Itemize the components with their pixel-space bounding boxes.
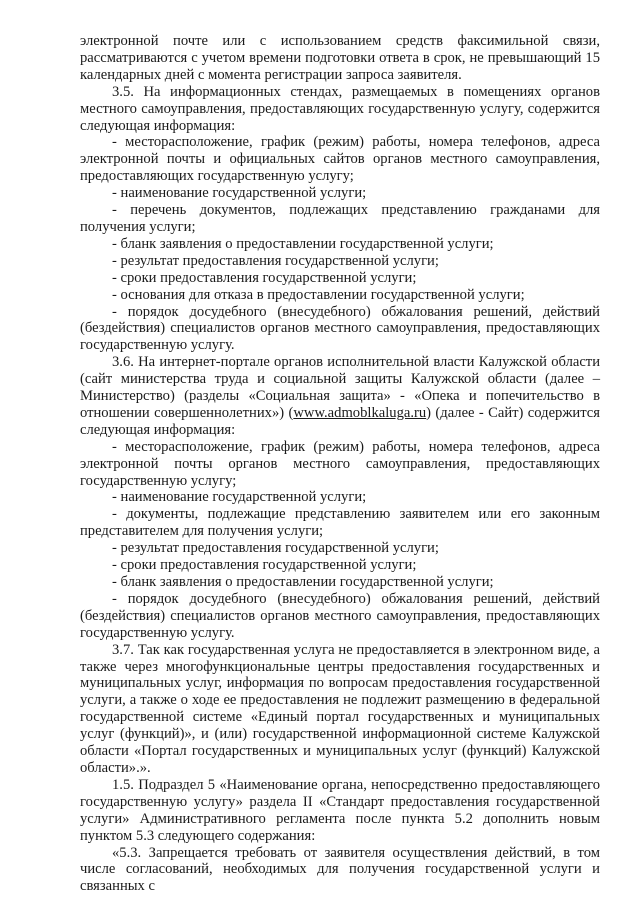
list-item: - месторасположение, график (режим) работы, номера телефонов, адреса электронной почты и официальных сайтов органов местного самоуправления, предоставляющих государственную услугу; bbox=[80, 134, 600, 185]
document-page bbox=[80, 33, 600, 895]
paragraph-3-5: 3.5. На информационных стендах, размещаемых в помещениях органов местного самоуправления, предоставляющих государственную услугу, содержится следующая информация: bbox=[80, 83, 600, 134]
list-item: - порядок досудебного (внесудебного) обжалования решений, действий (бездействия) специалистов органов местного самоуправления, предоставляющих государственную услугу. bbox=[80, 303, 600, 354]
list-item: - результат предоставления государственной услуги; bbox=[112, 252, 439, 269]
paragraph-3-6-text: 3.6. На интернет-портале органов исполнительной власти Калужской области (сайт министерства труда и социальной защиты Калужской области (далее – Министерство) (разделы «Социальная защита» - «Опека и попечительство в отношении совершеннолетних») ( bbox=[80, 354, 600, 421]
list-item: - документы, подлежащие представлению заявителем или его законным представителем для получения услуги; bbox=[80, 506, 600, 540]
list-item: - наименование государственной услуги; bbox=[112, 185, 367, 202]
list-item: - сроки предоставления государственной услуги; bbox=[112, 557, 417, 574]
list-item: - порядок досудебного (внесудебного) обжалования решений, действий (бездействия) специалистов органов местного самоуправления, предоставляющих государственную услугу. bbox=[80, 590, 600, 641]
paragraph-3-6 bbox=[80, 354, 600, 439]
website-link[interactable]: www.admoblkaluga.ru bbox=[293, 404, 427, 421]
list-item: - бланк заявления о предоставлении государственной услуги; bbox=[112, 235, 494, 252]
list-item: - основания для отказа в предоставлении государственной услуги; bbox=[112, 286, 525, 303]
list-item: - результат предоставления государственной услуги; bbox=[112, 540, 439, 557]
list-item: - сроки предоставления государственной услуги; bbox=[112, 269, 417, 286]
paragraph-5-3: «5.3. Запрещается требовать от заявителя осуществления действий, в том числе согласований, необходимых для получения государственной услуги и связанных с bbox=[80, 844, 600, 895]
paragraph-1-5: 1.5. Подраздел 5 «Наименование органа, непосредственно предоставляющего государственную услугу» раздела II «Стандарт предоставления государственной услуги» Административного регламента после пункта 5.2 дополнить новым пунктом 5.3 следующего содержания: bbox=[80, 776, 600, 844]
list-item: - наименование государственной услуги; bbox=[112, 489, 367, 506]
paragraph-3-6-tail: ) (далее - Сайт) содержится следующая информация: bbox=[80, 404, 600, 438]
list-item: - перечень документов, подлежащих представлению гражданами для получения услуги; bbox=[80, 202, 600, 235]
paragraph-3-7: 3.7. Так как государственная услуга не предоставляется в электронном виде, а также через многофункциональные центры предоставления государственных и муниципальных услуг, информация по вопросам предоставления государственной услуги, а также о ходе ее предоставления не подлежит размещению в федеральной государственной системе «Единый портал государственных и муниципальных услуг (функций)», и (или) государственной информационной системе Калужской области «Портал государственных и муниципальных услуг (функций) Калужской области».». bbox=[80, 641, 600, 776]
list-item: - бланк заявления о предоставлении государственной услуги; bbox=[112, 574, 494, 590]
list-item: - месторасположение, график (режим) работы, номера телефонов, адреса электронной почты органов местного самоуправления, предоставляющих государственную услугу; bbox=[80, 438, 600, 489]
paragraph-intro: электронной почте или с использованием средств факсимильной связи, рассматриваются с учетом времени подготовки ответа в срок, не превышающий 15 календарных дней с момента регистрации запроса заявителя. bbox=[80, 33, 600, 83]
